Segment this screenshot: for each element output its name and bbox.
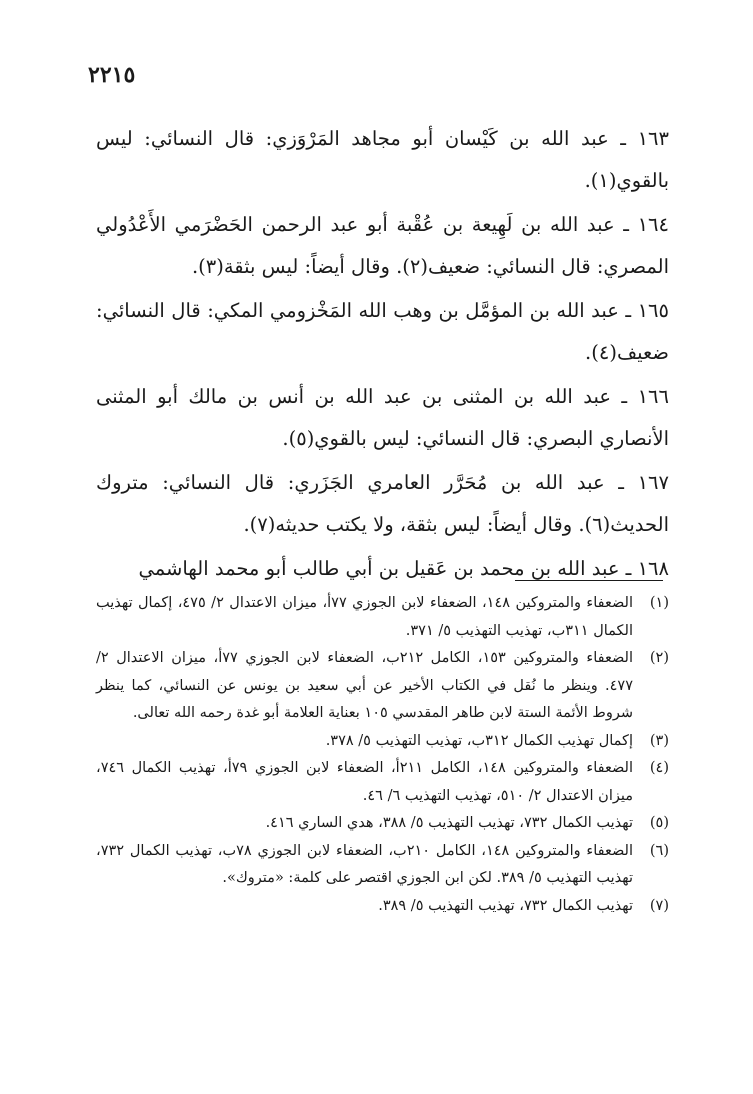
entry-166: ١٦٦ ـ عبد الله بن المثنى بن عبد الله بن أنس بن مالك أبو المثنى الأنصاري البصري: قال النسائي: ليس بالقوي(٥). <box>96 385 669 450</box>
entry-163: ١٦٣ ـ عبد الله بن كَيْسان أبو مجاهد المَرْوَزي: قال النسائي: ليس بالقوي(١). <box>96 127 669 192</box>
footnote-number: (١) <box>649 595 669 611</box>
footnote-text: تهذيب الكمال ٧٣٢، تهذيب التهذيب ٥/ ٣٨٩. <box>378 897 633 914</box>
entry-164: ١٦٤ ـ عبد الله بن لَهِيعة بن عُقْبة أبو عبد الرحمن الحَضْرَمي الأَعْدُولي المصري: قال النسائي: ضعيف(٢). وقال أيضاً: ليس بثقة(٣). <box>96 213 669 278</box>
entry-167: ١٦٧ ـ عبد الله بن مُحَرَّر العامري الجَزَري: قال النسائي: متروك الحديث(٦). وقال أيضاً: ليس بثقة، ولا يكتب حديثه(٧). <box>96 471 669 536</box>
footnotes-list <box>96 590 669 920</box>
footnote <box>96 590 669 645</box>
footnote-number: (٢) <box>649 650 669 666</box>
entries-list <box>96 118 669 592</box>
footnote-text: تهذيب الكمال ٧٣٢، تهذيب التهذيب ٥/ ٣٨٨، هدي الساري ٤١٦. <box>265 815 633 831</box>
footnote-text: الضعفاء والمتروكين ١٤٨، الكامل ٢١١أ، الضعفاء لابن الجوزي ٧٩أ، تهذيب الكمال ٧٤٦، ميزان الاعتدال ٢/ ٥١٠، تهذيب التهذيب ٦/ ٤٦. <box>96 760 633 804</box>
footnote <box>96 755 669 810</box>
entry-165: ١٦٥ ـ عبد الله بن المؤمَّل بن وهب الله المَخْزومي المكي: قال النسائي: ضعيف(٤). <box>96 299 669 364</box>
footnote <box>96 645 669 728</box>
page-number: ٢٢١٥ <box>88 62 136 88</box>
footnote <box>96 810 669 838</box>
footnote-separator <box>515 580 663 581</box>
footnote-number: (٦) <box>649 842 669 859</box>
footnote-text: الضعفاء والمتروكين ١٥٣، الكامل ٢١٢ب، الضعفاء لابن الجوزي ٧٧أ، ميزان الاعتدال ٢/ ٤٧٧. وينظر ما نُقل في الكتاب الأخير عن أبي سعيد بن يونس عن النسائي، كما ينظر شروط الأئمة الستة لابن طاهر المقدسي ١٠٥ بعناية العلامة أبو غدة رحمه الله تعالى. <box>96 650 633 721</box>
footnote-number: (٣) <box>649 732 669 749</box>
footnote <box>96 893 669 921</box>
footnote <box>96 838 669 893</box>
footnote-number: (٥) <box>649 815 669 831</box>
footnote-number: (٤) <box>649 760 669 776</box>
footnote-number: (٧) <box>649 897 669 914</box>
footnote-text: الضعفاء والمتروكين ١٤٨، الكامل ٢١٠ب، الضعفاء لابن الجوزي ٧٨ب، تهذيب الكمال ٧٣٢، تهذيب التهذيب ٥/ ٣٨٩. لكن ابن الجوزي اقتصر على كلمة: «متروك». <box>96 842 633 886</box>
footnote-text: الضعفاء والمتروكين ١٤٨، الضعفاء لابن الجوزي ٧٧أ، ميزان الاعتدال ٢/ ٤٧٥، إكمال تهذيب الكمال ٣١١ب، تهذيب التهذيب ٥/ ٣٧١. <box>96 595 633 639</box>
entry-168: ١٦٨ ـ عبد الله بن محمد بن عَقيل بن أبي طالب أبو محمد الهاشمي <box>138 557 669 580</box>
footnote <box>96 728 669 756</box>
footnote-text: إكمال تهذيب الكمال ٣١٢ب، تهذيب التهذيب ٥/ ٣٧٨. <box>325 732 633 749</box>
